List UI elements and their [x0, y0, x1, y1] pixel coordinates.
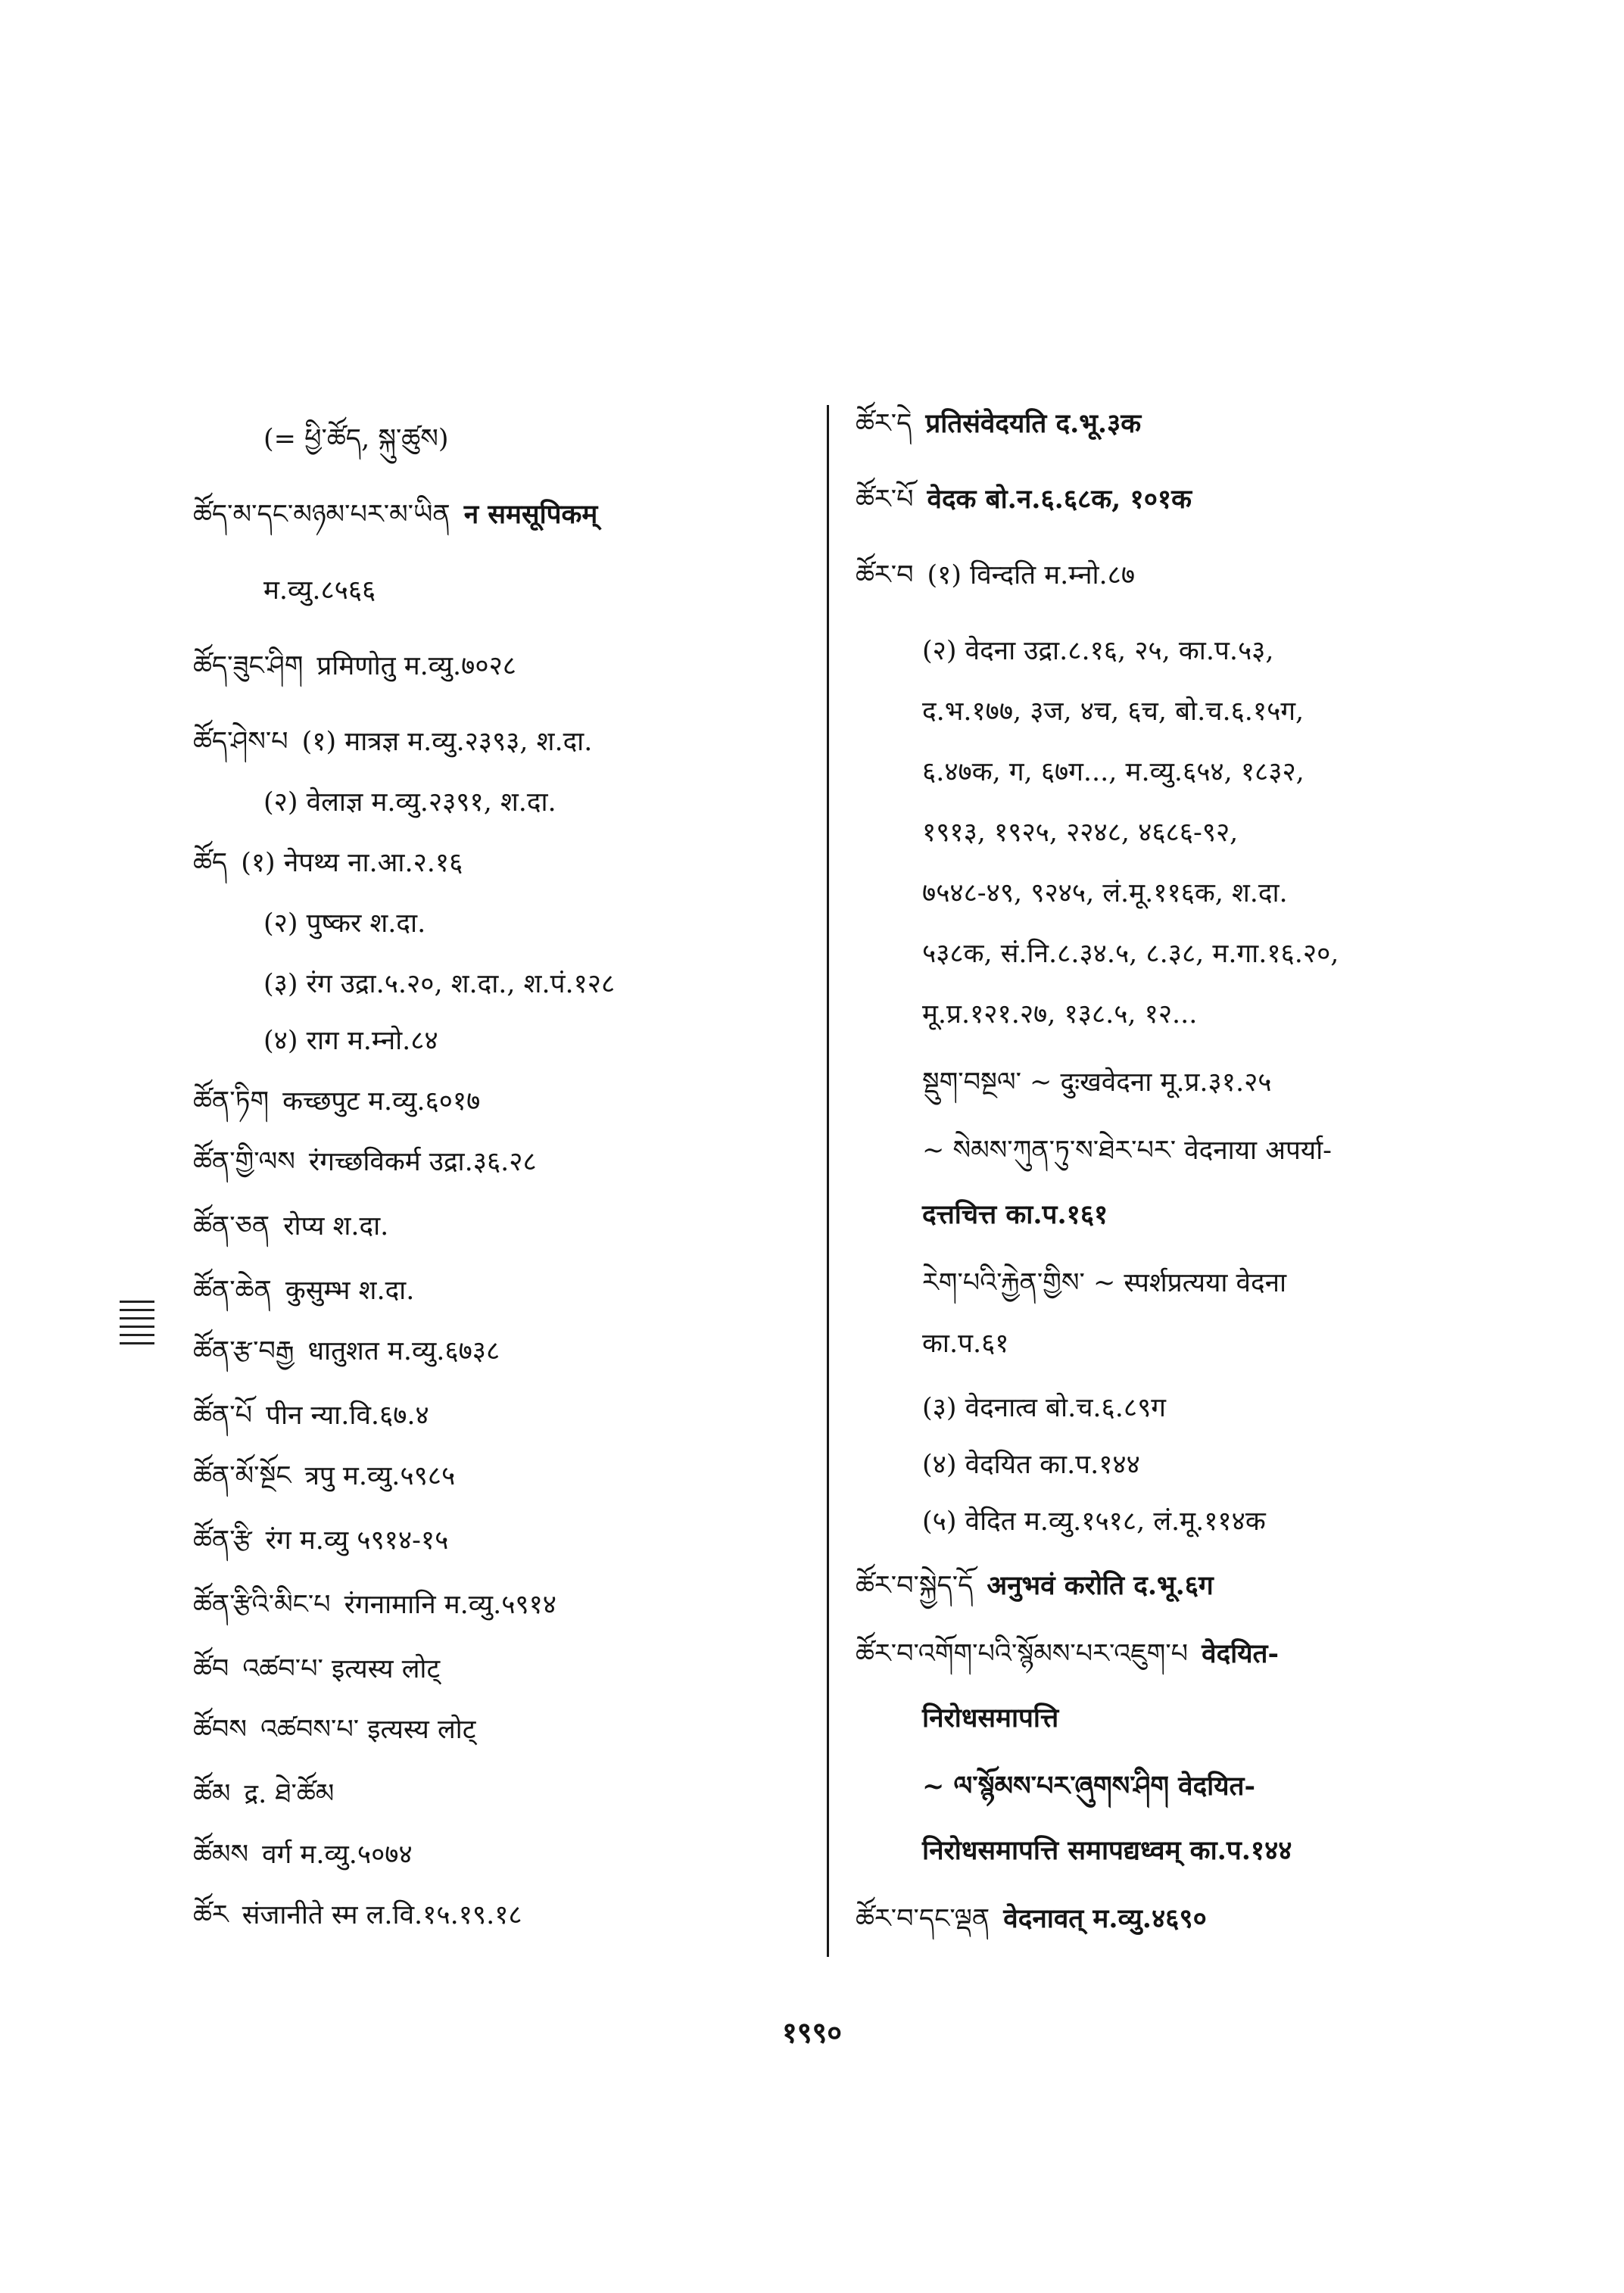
entry-line: ཚོར་པོ वेदक बो.न.६.६८क, १०१क	[856, 484, 1192, 515]
entry-line: (= ཕྱི་ཚོད, སྐུ་ཚུས)	[263, 424, 449, 454]
entry-line: ཚོན་མོ་སྔོང त्रपु म.व्यु.५९८५	[193, 1461, 456, 1491]
entry-line: ཚོམས वर्ग म.व्यु.५०७४	[193, 1840, 413, 1870]
entry-line: ཚོབས འཚབས་པ་ इत्यस्य लोट्	[193, 1715, 476, 1745]
entry-line: (३) रंग उद्रा.५.२०, श.दा., श.पं.१२८	[263, 969, 616, 999]
entry-line: སྡུག་བསྔལ་ ~ दुःखवेदना मू.प्र.३१.२५	[922, 1067, 1272, 1098]
entry-line: निरोधसमापत्ति	[922, 1703, 1059, 1734]
entry-line: ཚོབ འཚབ་པ་ इत्यस्य लोट्	[193, 1654, 441, 1684]
entry-line: ཚོར་བ་སྐྱེད་དོ अनुभवं करोति द.भू.६ग	[856, 1570, 1214, 1601]
entry-line: (५) वेदित म.व्यु.१५१८, लं.मू.११४क	[922, 1506, 1266, 1537]
entry-line: निरोधसमापत्ति समापद्यध्वम् का.प.१४४	[922, 1835, 1292, 1866]
entry-line: (४) राग म.म्नो.८४	[263, 1026, 438, 1056]
entry-line: (४) वेदयित का.प.१४४	[922, 1450, 1140, 1480]
entry-line: (२) पुष्कर श.दा.	[263, 908, 426, 939]
entry-line: ६.४७क, ग, ६७ग..., म.व्यु.६५४, १८३२,	[922, 757, 1304, 787]
entry-line: ཚོར་བ་དང་ལྡན वेदनावत् म.व्यु.४६९०	[856, 1903, 1207, 1934]
entry-line: (३) वेदनात्व बो.च.६.८९ग	[922, 1393, 1166, 1423]
entry-line: ཚོན་རྩ་བརྒྱ धातुशत म.व्यु.६७३८	[193, 1336, 500, 1366]
entry-line: का.प.६१	[922, 1329, 1009, 1359]
entry-line: ཚོར་དེ प्रतिसंवेदयति द.भू.३क	[856, 408, 1142, 439]
entry-line: ཚོན་གྱི་ལས रंगच्छविकर्म उद्रा.३६.२८	[193, 1147, 537, 1177]
entry-line: (२) वेदना उद्रा.८.१६, २५, का.प.५३,	[922, 636, 1274, 666]
entry-line: ཚོར संजानीते स्म ल.वि.१५.१९.१८	[193, 1900, 522, 1930]
entry-line: ~ ལ་སྙོམས་པར་ཞུགས་ཤིག वेदयित-	[922, 1771, 1256, 1802]
entry-line: ཚོད (१) नेपथ्य ना.आ.२.१६	[193, 848, 463, 878]
page-number: १९९०	[781, 2015, 843, 2049]
entry-line: ཚོན་ཅན रोप्य श.दा.	[193, 1211, 389, 1242]
entry-line: ཚོད་ཤེས་པ (१) मात्रज्ञ म.व्यु.२३९३, श.दा.	[193, 727, 593, 757]
entry-line: ७५४८-४९, ९२४५, लं.मू.११६क, श.दा.	[922, 878, 1288, 908]
entry-line: ཚོན་རྩིའི་མིང་པ रंगनामानि म.व्यु.५९१४	[193, 1590, 556, 1620]
entry-line: ཚོད་ཟུང་ཤིག प्रमिणोतु म.व्यु.७०२८	[193, 651, 516, 681]
column-divider	[827, 405, 829, 1957]
entry-line: ~ སེམས་ཀུན་ཏུ་ས་ཐེར་པར་ वेदनाया अपर्या-	[922, 1136, 1333, 1166]
entry-line: मू.प्र.१२१.२७, १३८.५, १२...	[922, 999, 1198, 1030]
entry-line: རེག་པའི་རྐྱེན་གྱིས་ ~ स्पर्शप्रत्यया वेदना	[922, 1268, 1287, 1298]
entry-line: ཚོན་ཏིག कच्छपुट म.व्यु.६०१७	[193, 1086, 481, 1117]
entry-line: ཚོན་པོ पीन न्या.वि.६७.४	[193, 1400, 429, 1431]
entry-line: (२) वेलाज्ञ म.व्यु.२३९१, श.दा.	[263, 787, 556, 818]
entry-line: ཚོན་ཆེན कुसुम्भ श.दा.	[193, 1276, 415, 1306]
entry-line: द.भ.१७७, ३ज, ४च, ६च, बो.च.६.१५ग,	[922, 696, 1304, 727]
entry-line: दत्तचित्त का.प.१६१	[922, 1199, 1108, 1230]
entry-line: ཚོར་བ (१) विन्दति म.म्नो.८७	[856, 560, 1136, 590]
entry-line: ५३८क, सं.नि.८.३४.५, ८.३८, म.गा.१६.२०,	[922, 939, 1339, 969]
entry-line: १९१३, १९२५, २२४८, ४६८६-९२,	[922, 818, 1239, 848]
entry-line: म.व्यु.८५६६	[263, 575, 376, 606]
margin-mark	[120, 1301, 154, 1344]
entry-line: ཚོད་མ་དང་མཉམ་པར་མ་ཡིན न समसूपिकम्	[193, 499, 598, 530]
entry-line: ཚོམ द्र. ཐེ་ཚོམ	[193, 1779, 335, 1809]
entry-line: ཚོན་རྩི रंग म.व्यु ५९१४-१५	[193, 1525, 449, 1556]
entry-line: ཚོར་བ་འགོག་པའི་སྙོམས་པར་འཇུག་པ वेदयित-	[856, 1638, 1280, 1669]
